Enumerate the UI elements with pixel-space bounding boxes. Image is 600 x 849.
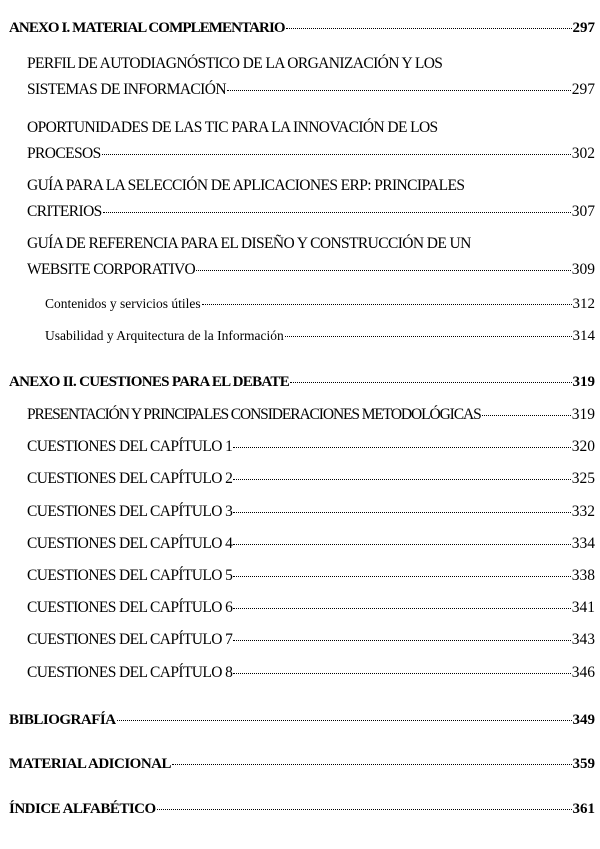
toc-entry-guia-web[interactable] [27, 261, 595, 279]
toc-entry-title: BIBLIOGRAFÍA [9, 712, 116, 728]
toc-entry-title: Usabilidad y Arquitectura de la Información [45, 328, 284, 343]
toc-page-number: 349 [572, 712, 595, 728]
dot-leader [233, 576, 570, 577]
toc-entry-title-line[interactable]: OPORTUNIDADES DE LAS TIC PARA LA INNOVACIÓN DE LOS [27, 119, 438, 136]
dot-leader [290, 382, 571, 383]
toc-entry-title: CUESTIONES DEL CAPÍTULO 2 [27, 470, 233, 487]
dot-leader [233, 608, 570, 609]
toc-entry-oportunidades[interactable] [27, 145, 595, 163]
dot-leader [102, 154, 571, 155]
toc-entry-title: ANEXO I. MATERIAL COMPLEMENTARIO [9, 20, 285, 36]
toc-entry-title: PROCESOS [27, 145, 101, 162]
toc-page-number: 297 [571, 81, 595, 98]
toc-entry-title-line[interactable]: GUÍA DE REFERENCIA PARA EL DISEÑO Y CONSTRUCCIÓN DE UN [27, 235, 471, 252]
toc-entry-guia-erp[interactable] [27, 203, 595, 221]
toc-entry-title: ÍNDICE ALFABÉTICO [9, 801, 156, 817]
toc-entry-material-adicional[interactable] [9, 756, 595, 773]
toc-entry-indice-alfabetico[interactable] [9, 801, 595, 818]
toc-page-number: 312 [572, 296, 595, 312]
toc-entry-title: CRITERIOS [27, 203, 102, 220]
toc-page-number: 309 [571, 261, 595, 278]
toc-page-number: 341 [571, 599, 595, 616]
toc-entry-capitulo-3[interactable] [27, 503, 595, 521]
toc-entry-capitulo-8[interactable] [27, 664, 595, 682]
toc-entry-title: ANEXO II. CUESTIONES PARA EL DEBATE [9, 374, 290, 390]
toc-entry-title: WEBSITE CORPORATIVO [27, 261, 196, 278]
toc-entry-capitulo-2[interactable] [27, 470, 595, 488]
toc-page-number: 359 [572, 756, 595, 772]
toc-entry-title-line[interactable]: GUÍA PARA LA SELECCIÓN DE APLICACIONES ERP: PRINCIPALES [27, 177, 465, 194]
toc-page-number: 319 [571, 406, 595, 423]
toc-entry-title: MATERIAL ADICIONAL [9, 756, 171, 772]
dot-leader [157, 809, 572, 810]
toc-page-number: 346 [571, 664, 595, 681]
dot-leader [482, 415, 571, 416]
toc-entry-title: CUESTIONES DEL CAPÍTULO 1 [27, 438, 233, 455]
toc-entry-anexo-2[interactable] [9, 374, 595, 391]
dot-leader [117, 720, 572, 721]
toc-page-number: 320 [571, 438, 595, 455]
toc-entry-title: CUESTIONES DEL CAPÍTULO 3 [27, 503, 233, 520]
toc-entry-title: PRESENTACIÓN Y PRINCIPALES CONSIDERACIONES METODOLÓGICAS [27, 406, 481, 423]
toc-entry-bibliografia[interactable] [9, 712, 595, 729]
toc-page-number: 361 [572, 801, 595, 817]
dot-leader [196, 270, 571, 271]
toc-page-number: 325 [571, 470, 595, 487]
toc-entry-capitulo-5[interactable] [27, 567, 595, 585]
toc-entry-title: CUESTIONES DEL CAPÍTULO 8 [27, 664, 233, 681]
toc-entry-title: CUESTIONES DEL CAPÍTULO 5 [27, 567, 233, 584]
dot-leader [286, 28, 572, 29]
dot-leader [202, 304, 572, 305]
dot-leader [233, 512, 570, 513]
toc-entry-title: Contenidos y servicios útiles [45, 296, 201, 311]
toc-entry-title-line[interactable]: PERFIL DE AUTODIAGNÓSTICO DE LA ORGANIZACIÓN Y LOS [27, 55, 443, 72]
dot-leader [233, 479, 570, 480]
toc-entry-title: CUESTIONES DEL CAPÍTULO 7 [27, 631, 233, 648]
dot-leader [233, 544, 570, 545]
dot-leader [227, 90, 571, 91]
dot-leader [233, 447, 570, 448]
toc-page-number: 307 [571, 203, 595, 220]
toc-page-number: 302 [571, 145, 595, 162]
dot-leader [233, 640, 570, 641]
toc-page-number: 332 [571, 503, 595, 520]
toc-entry-perfil[interactable] [27, 81, 595, 99]
toc-page-number: 343 [571, 631, 595, 648]
toc-page-number: 338 [571, 567, 595, 584]
dot-leader [103, 212, 571, 213]
toc-page-number: 314 [572, 328, 595, 344]
toc-entry-title: CUESTIONES DEL CAPÍTULO 4 [27, 535, 233, 552]
toc-entry-anexo-1[interactable] [9, 20, 595, 37]
dot-leader [285, 336, 572, 337]
dot-leader [233, 673, 570, 674]
toc-entry-capitulo-1[interactable] [27, 438, 595, 456]
toc-entry-capitulo-7[interactable] [27, 631, 595, 649]
toc-entry-title: CUESTIONES DEL CAPÍTULO 6 [27, 599, 233, 616]
toc-entry-usabilidad[interactable] [45, 328, 595, 345]
toc-entry-capitulo-6[interactable] [27, 599, 595, 617]
toc-entry-contenidos[interactable] [45, 296, 595, 313]
toc-page-number: 334 [571, 535, 595, 552]
dot-leader [172, 764, 572, 765]
toc-entry-capitulo-4[interactable] [27, 535, 595, 553]
toc-page-number: 297 [572, 20, 595, 36]
toc-page-number: 319 [572, 374, 595, 390]
toc-entry-title: SISTEMAS DE INFORMACIÓN [27, 81, 226, 98]
toc-entry-presentacion[interactable] [27, 406, 595, 424]
